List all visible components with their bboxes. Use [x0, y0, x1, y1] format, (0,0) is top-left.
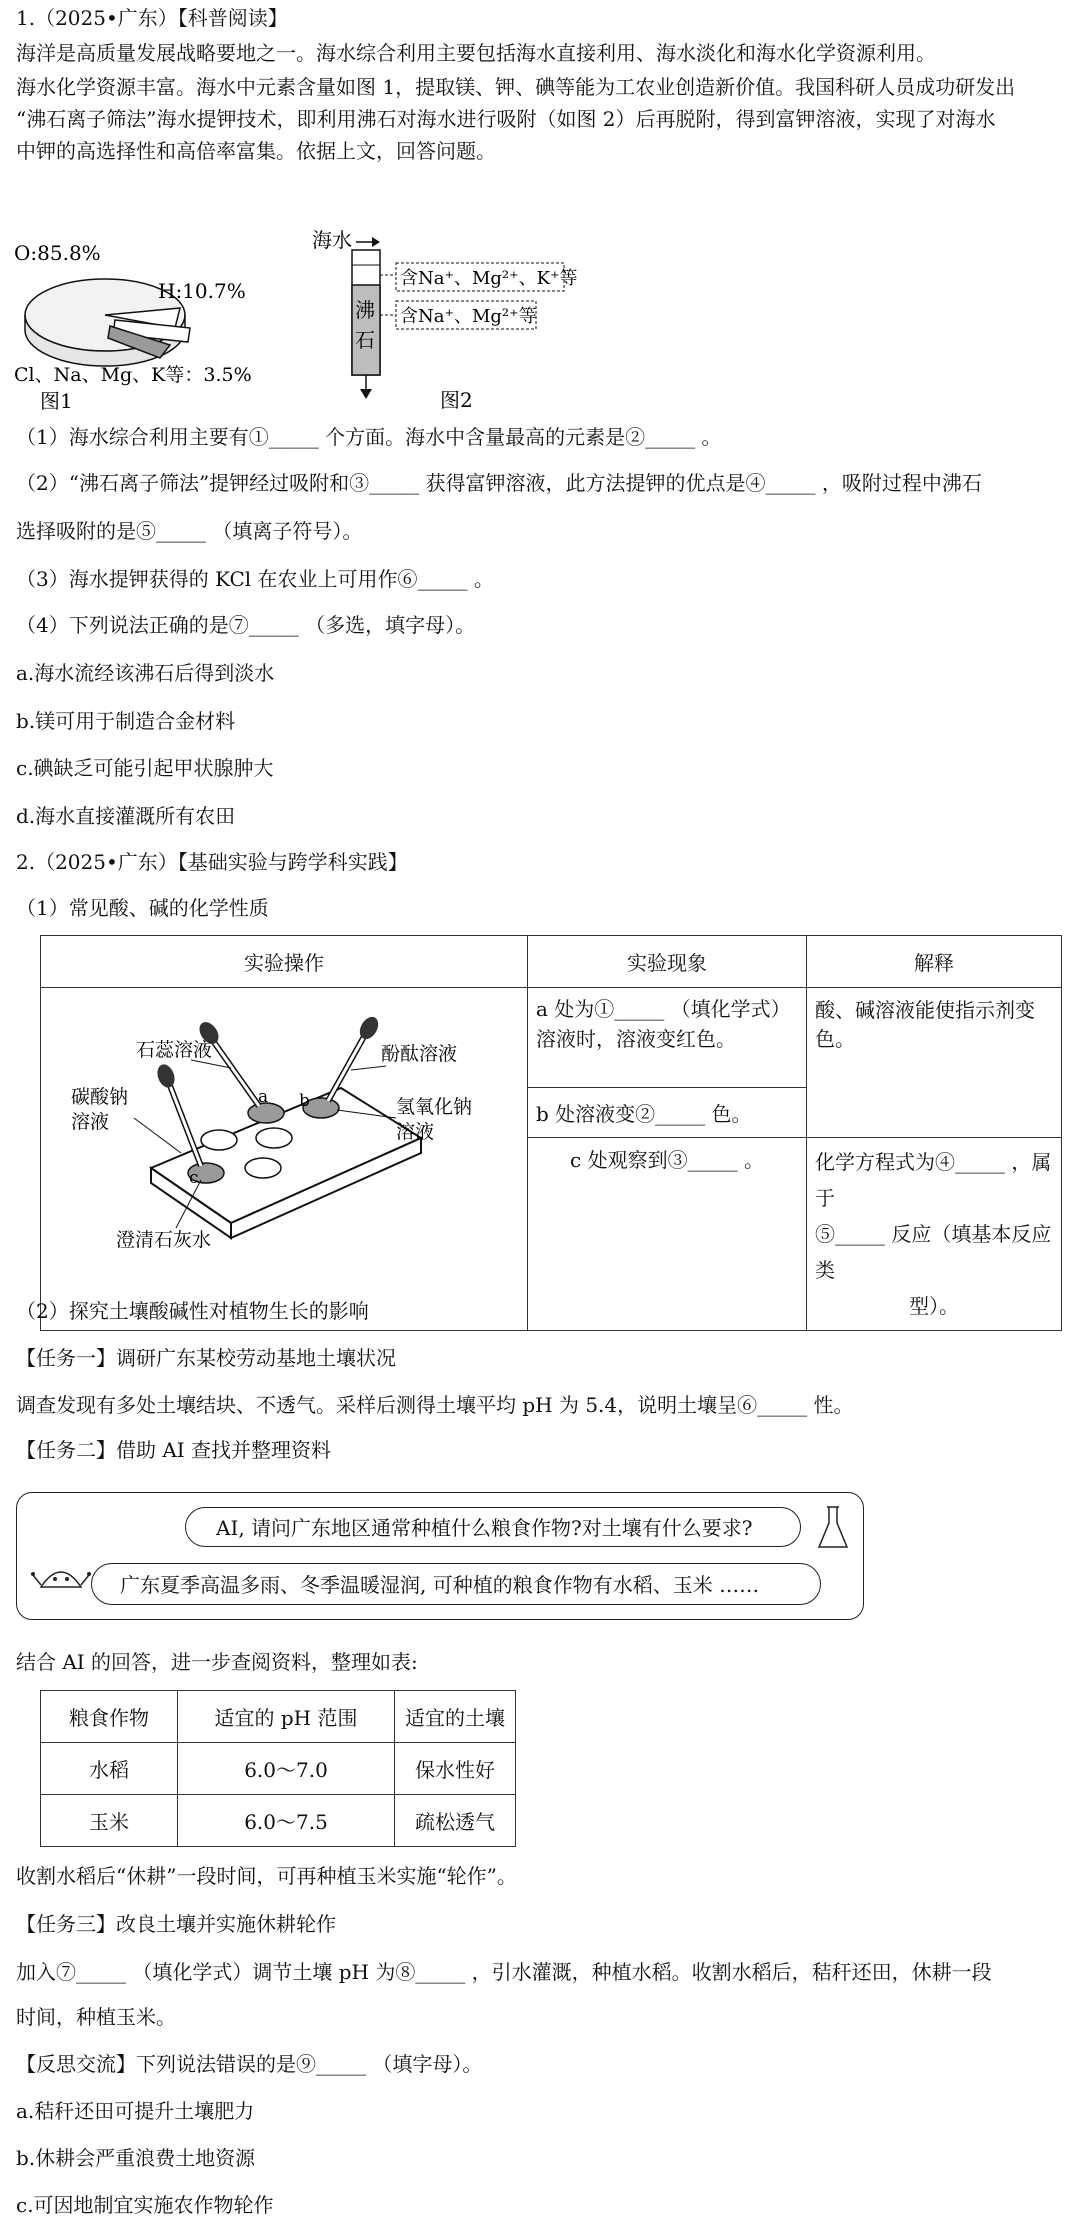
figure-1-caption: 图1	[40, 389, 73, 410]
dropper-left	[196, 1019, 259, 1106]
pie-label-o: O:85.8%	[14, 241, 101, 265]
robot-icon	[31, 1557, 91, 1597]
q1-option-c: c.碘缺乏可能引起甲状腺肿大	[16, 756, 274, 780]
task3-title: 【任务三】改良土壤并实施休耕轮作	[16, 1912, 336, 1936]
phenomenon-a-line2: 溶液时，溶液变红色。	[536, 1027, 736, 1051]
label-zeolite-2: 石	[355, 328, 375, 352]
flask-icon	[813, 1503, 853, 1553]
q1-sub-2a: （2）“沸石离子筛法”提钾经过吸附和③_____ 获得富钾溶液，此方法提钾的优点是④_____ ，吸附过程中沸石	[16, 471, 982, 495]
q1-option-b: b.镁可用于制造合金材料	[16, 709, 236, 733]
chat-question-bubble: AI, 请问广东地区通常种植什么粮食作物?对土壤有什么要求?	[185, 1507, 801, 1547]
after-chat-text: 结合 AI 的回答，进一步查阅资料，整理如表:	[16, 1650, 418, 1674]
label-sodium-hydroxide-2: 溶液	[396, 1121, 435, 1143]
explanation-1: 酸、碱溶液能使指示剂变色。	[807, 988, 1062, 1138]
crop-cell: 水稻	[41, 1743, 178, 1795]
phenomenon-b: b 处溶液变②_____ 色。	[528, 1088, 807, 1138]
label-well-c: c	[189, 1168, 199, 1188]
reflection-title: 【反思交流】下列说法错误的是⑨_____ （填字母）。	[16, 2052, 483, 2076]
q1-sub-1: （1）海水综合利用主要有①_____ 个方面。海水中含量最高的元素是②_____ 。	[16, 425, 722, 449]
q1-sub-4: （4）下列说法正确的是⑦_____ （多选，填字母）。	[16, 613, 476, 637]
table-row	[41, 1743, 516, 1795]
task3-line-1: 加入⑦_____ （填化学式）调节土壤 pH 为⑧_____ ，引水灌溉，种植水稻。收割水稻后，秸秆还田，休耕一段	[16, 1960, 992, 1984]
table-header-operation: 实验操作	[41, 936, 528, 988]
q2-sub-1: （1）常见酸、碱的化学性质	[16, 896, 269, 920]
q1-paragraph-2c: 中钾的高选择性和高倍率富集。依据上文，回答问题。	[16, 139, 496, 163]
explanation-2-line1: 化学方程式为④_____ ，属于	[815, 1150, 1052, 1210]
table-row	[41, 1795, 516, 1847]
crop-table-header: 适宜的 pH 范围	[178, 1691, 395, 1743]
crop-cell: 疏松透气	[395, 1795, 516, 1847]
label-sodium-hydroxide-1: 氢氧化钠	[396, 1096, 473, 1118]
table-header-explanation: 解释	[807, 936, 1062, 988]
label-phenolphthalein: 酚酞溶液	[381, 1043, 458, 1065]
q1-header: 1.（2025•广东）【科普阅读】	[16, 6, 288, 30]
explanation-2-line3: 型）。	[909, 1294, 959, 1318]
rotation-text: 收割水稻后“休耕”一段时间，可再种植玉米实施“轮作”。	[16, 1864, 517, 1888]
crop-cell: 6.0～7.0	[178, 1743, 395, 1795]
q1-sub-3: （3）海水提钾获得的 KCl 在农业上可用作⑥_____ 。	[16, 567, 494, 591]
label-seawater: 海水	[312, 228, 352, 252]
chat-answer-bubble: 广东夏季高温多雨、冬季温暖湿润, 可种植的粮食作物有水稻、玉米 ……	[91, 1563, 821, 1605]
ai-chat-box	[16, 1492, 864, 1620]
label-well-b: b	[299, 1091, 310, 1111]
task1-title: 【任务一】调研广东某校劳动基地土壤状况	[16, 1346, 396, 1370]
pie-label-rest: Cl、Na、Mg、K等：3.5%	[14, 364, 252, 386]
label-zeolite-1: 沸	[355, 298, 375, 322]
crop-cell: 玉米	[41, 1795, 178, 1847]
q1-paragraph-2a: 海水化学资源丰富。海水中元素含量如图 1，提取镁、钾、碘等能为工农业创造新价值。我国科研人员成功研发出	[16, 75, 1016, 99]
reflection-option-c: c.可因地制宜实施农作物轮作	[16, 2193, 274, 2217]
crop-table-header: 适宜的土壤	[395, 1691, 516, 1743]
task3-line-2: 时间，种植玉米。	[16, 2005, 176, 2029]
reflection-option-a: a.秸秆还田可提升土壤肥力	[16, 2099, 255, 2123]
label-ions-out: 含Na⁺、Mg²⁺等	[400, 306, 537, 327]
q1-paragraph-1: 海洋是高质量发展战略要地之一。海水综合利用主要包括海水直接利用、海水淡化和海水化学资源利用。	[16, 41, 936, 65]
q1-option-a: a.海水流经该沸石后得到淡水	[16, 661, 275, 685]
reflection-option-b: b.休耕会严重浪费土地资源	[16, 2146, 256, 2170]
phenomenon-c: c 处观察到③_____ 。	[528, 1138, 807, 1331]
well-plate-diagram	[41, 988, 511, 1288]
crop-cell: 6.0～7.5	[178, 1795, 395, 1847]
explanation-2-line2: ⑤_____ 反应（填基本反应类	[815, 1222, 1052, 1282]
figure-1-pie	[10, 230, 310, 410]
figure-2-column	[300, 225, 580, 410]
q1-paragraph-2b: “沸石离子筛法”海水提钾技术，即利用沸石对海水进行吸附（如图 2）后再脱附，得到富钾溶液，实现了对海水	[16, 107, 996, 131]
dropper-right	[328, 1014, 382, 1101]
phenomenon-a	[528, 988, 807, 1088]
experiment-table	[40, 935, 1062, 1331]
explanation-2	[807, 1138, 1062, 1331]
label-sodium-carbonate-2: 溶液	[71, 1111, 110, 1133]
q2-header: 2.（2025•广东）【基础实验与跨学科实践】	[16, 850, 408, 874]
well-plate	[151, 1088, 421, 1238]
experiment-diagram-cell	[41, 988, 528, 1331]
figure-2-caption: 图2	[440, 388, 473, 410]
label-well-a: a	[258, 1087, 269, 1107]
task2-title: 【任务二】借助 AI 查找并整理资料	[16, 1438, 332, 1462]
label-litmus: 石蕊溶液	[136, 1039, 213, 1061]
table-header-phenomenon: 实验现象	[528, 936, 807, 988]
label-limewater: 澄清石灰水	[116, 1229, 212, 1251]
task1-text: 调查发现有多处土壤结块、不透气。采样后测得土壤平均 pH 为 5.4，说明土壤呈⑥_____ 性。	[16, 1393, 854, 1417]
phenomenon-a-line1: a 处为①_____ （填化学式）	[536, 997, 791, 1021]
crop-table	[40, 1690, 516, 1847]
q1-option-d: d.海水直接灌溉所有农田	[16, 804, 236, 828]
label-ions-in: 含Na⁺、Mg²⁺、K⁺等	[400, 268, 578, 289]
crop-table-header: 粮食作物	[41, 1691, 178, 1743]
q2-sub-2: （2）探究土壤酸碱性对植物生长的影响	[16, 1299, 369, 1323]
label-sodium-carbonate-1: 碳酸钠	[71, 1086, 129, 1108]
q1-sub-2b: 选择吸附的是⑤_____ （填离子符号）。	[16, 519, 363, 543]
pie-label-h: H:10.7%	[158, 279, 246, 303]
crop-cell: 保水性好	[395, 1743, 516, 1795]
